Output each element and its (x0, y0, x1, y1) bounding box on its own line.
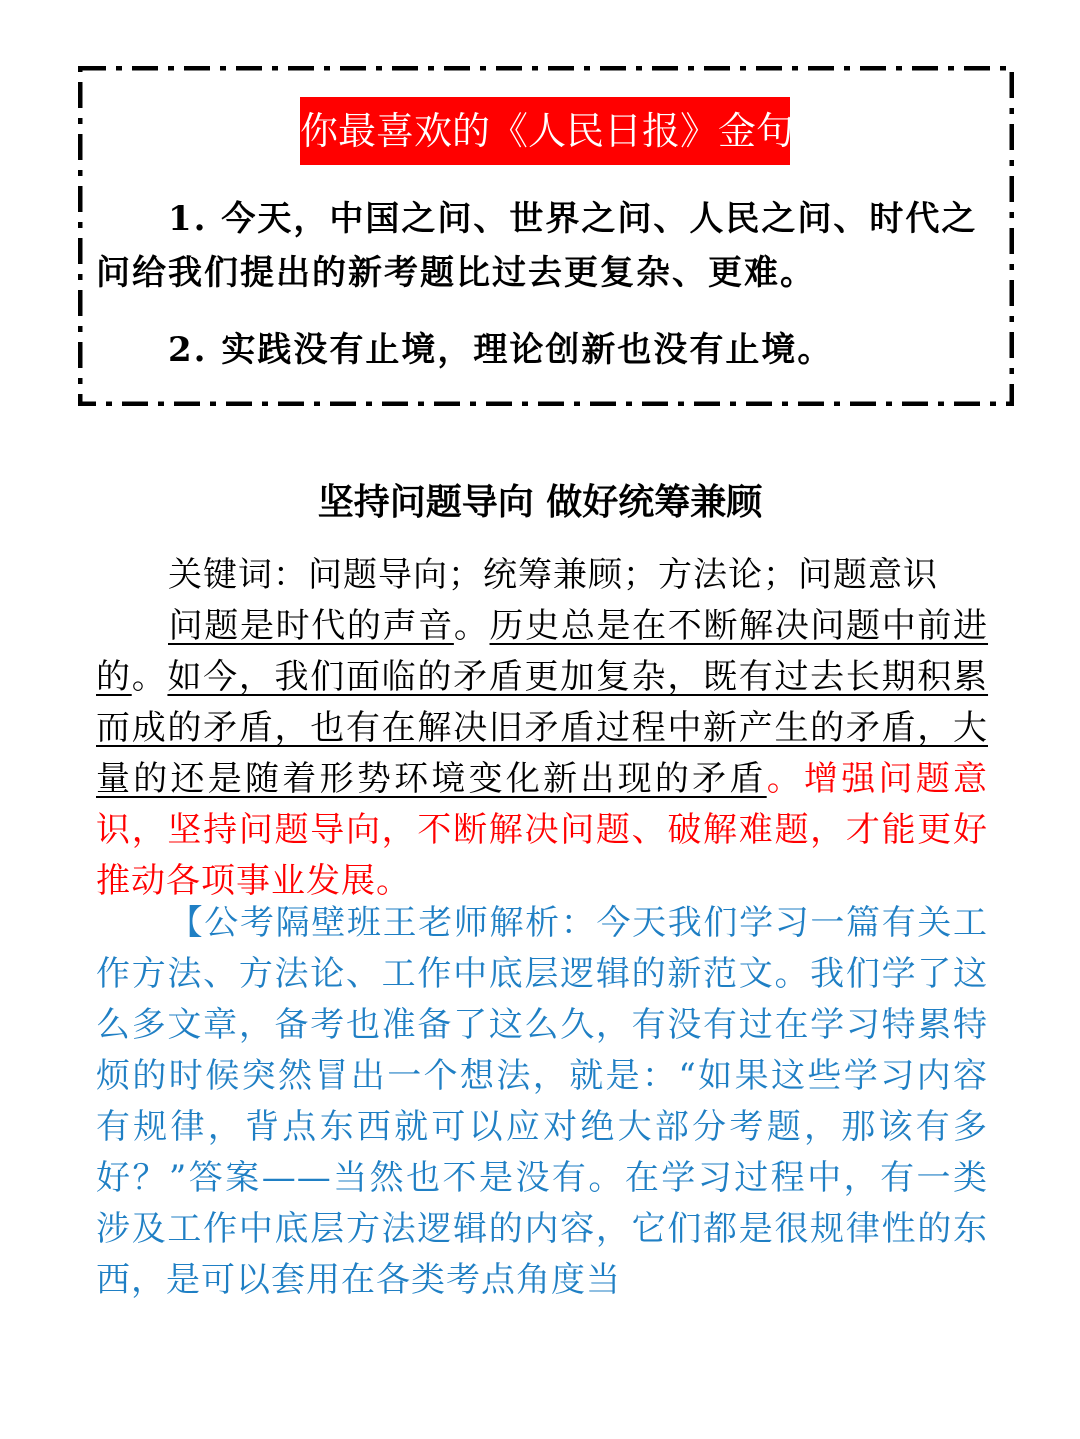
paragraph-1 (96, 601, 988, 907)
analysis-paragraph (96, 898, 988, 1306)
underlined-sentence-2: 历史总是在不断解决问题中前进的 (96, 606, 989, 697)
red-highlight-sentence: 增强问题意识，坚持问题导向，不断解决问题、破解难题，才能更好推动各项事业发展。 (96, 759, 989, 901)
quote-2-text: 2. 实践没有止境，理论创新也没有止境。 (168, 330, 834, 370)
quote-2 (96, 323, 986, 377)
underlined-sentence-1: 问题是时代的声音 (168, 606, 454, 646)
punct-1: 。 (453, 606, 490, 646)
analysis-text: 【公考隔壁班王老师解析：今天我们学习一篇有关工作方法、方法论、工作中底层逻辑的新范文。我们学了这么多文章，备考也准备了这么久，有没有过在学习特累特烦的时候突然冒出一个想法，就是：“如果这些学习内容有规律，背点东西就可以应对绝大部分考题，那该有多好？”答案——当然也不是没有。在学习过程中，有一类涉及工作中底层方法逻辑的内容，它们都是很规律性的东西，是可以套用在各类考点角度当 (96, 903, 988, 1300)
keywords-text: 关键词：问题导向；统筹兼顾；方法论；问题意识 (168, 555, 938, 595)
article-title: 坚持问题导向 做好统筹兼顾 (317, 482, 763, 523)
punct-3: 。 (766, 759, 804, 799)
banner-title: 你最喜欢的《人民日报》金句 (300, 97, 790, 165)
underlined-sentence-3: 如今，我们面临的矛盾更加复杂，既有过去长期积累而成的矛盾，也有在解决旧矛盾过程中新产生的矛盾，大量的还是随着形势环境变化新出现的矛盾 (96, 657, 989, 799)
quote-1 (96, 192, 986, 300)
quote-1-text: 1. 今天，中国之问、世界之问、人民之问、时代之问给我们提出的新考题比过去更复杂、更难。 (96, 199, 978, 293)
punct-2: 。 (131, 657, 168, 697)
keywords-line (96, 550, 988, 601)
